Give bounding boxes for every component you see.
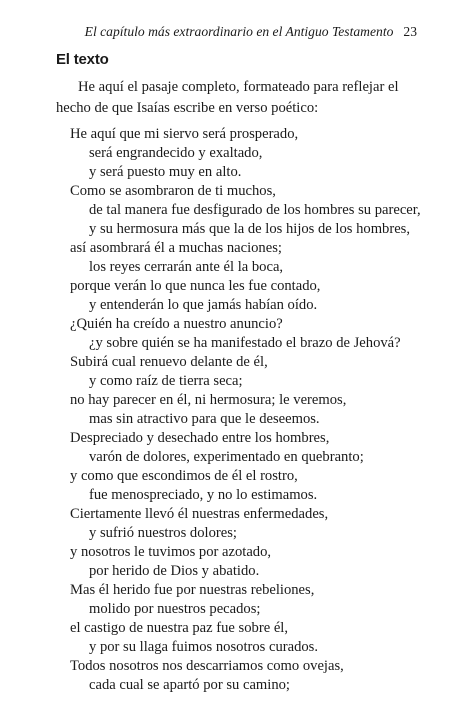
verse-line: fue menospreciado, y no lo estimamos. <box>89 487 318 504</box>
verse-line: Todos nosotros nos descarriamos como ovejas, <box>70 658 344 675</box>
verse-line: Subirá cual renuevo delante de él, <box>70 354 268 371</box>
verse-line: y como que escondimos de él el rostro, <box>70 468 298 485</box>
verse-line: será engrandecido y exaltado, <box>89 145 263 162</box>
verse-line: y sufrió nuestros dolores; <box>89 525 237 542</box>
verse-line: así asombrará él a muchas naciones; <box>70 240 282 257</box>
verse-line: varón de dolores, experimentado en quebranto; <box>89 449 364 466</box>
verse-line: y como raíz de tierra seca; <box>89 373 243 390</box>
verse-line: los reyes cerrarán ante él la boca, <box>89 259 284 276</box>
verse-line: ¿Quién ha creído a nuestro anuncio? <box>70 316 283 332</box>
verse-line: molido por nuestros pecados; <box>89 601 261 618</box>
verse-line: He aquí que mi siervo será prosperado, <box>70 126 299 142</box>
verse-line: no hay parecer en él, ni hermosura; le veremos, <box>70 392 347 409</box>
verse-line: por herido de Dios y abatido. <box>89 563 260 580</box>
verse-line: el castigo de nuestra paz fue sobre él, <box>70 620 289 637</box>
verse-line: Como se asombraron de ti muchos, <box>70 183 276 200</box>
verse-line: y por su llaga fuimos nosotros curados. <box>89 639 319 656</box>
verse-line: y entenderán lo que jamás habían oído. <box>89 297 318 314</box>
section-heading: El texto <box>56 51 109 68</box>
verse-line: y su hermosura más que la de los hijos de los hombres, <box>89 221 411 238</box>
verse-line: Mas él herido fue por nuestras rebeliones, <box>70 582 315 599</box>
running-head <box>40 24 417 40</box>
verse-line: porque verán lo que nunca les fue contado, <box>70 278 321 295</box>
verse-line: y será puesto muy en alto. <box>89 164 242 181</box>
verse-stanza-1 <box>70 125 430 315</box>
verse-line: Ciertamente llevó él nuestras enfermedades, <box>70 506 329 522</box>
verse-stanza-2 <box>70 315 430 505</box>
page-number: 23 <box>403 24 417 39</box>
verse-line: mas sin atractivo para que le deseemos. <box>89 411 320 428</box>
running-head-title: El capítulo más extraordinario en el Antiguo Testamento <box>84 24 394 39</box>
verse-line: y nosotros le tuvimos por azotado, <box>70 544 272 561</box>
verse-stanza-3 <box>70 505 430 695</box>
intro-paragraph: He aquí el pasaje completo, formateado para reflejar el hecho de que Isaías escribe en verso poético: <box>56 79 399 116</box>
verse-line: de tal manera fue desfigurado de los hombres su parecer, <box>89 202 421 219</box>
verse-line: Despreciado y desechado entre los hombres, <box>70 430 330 447</box>
verse-line: cada cual se apartó por su camino; <box>89 677 290 694</box>
verse-line: ¿y sobre quién se ha manifestado el brazo de Jehová? <box>89 335 401 352</box>
